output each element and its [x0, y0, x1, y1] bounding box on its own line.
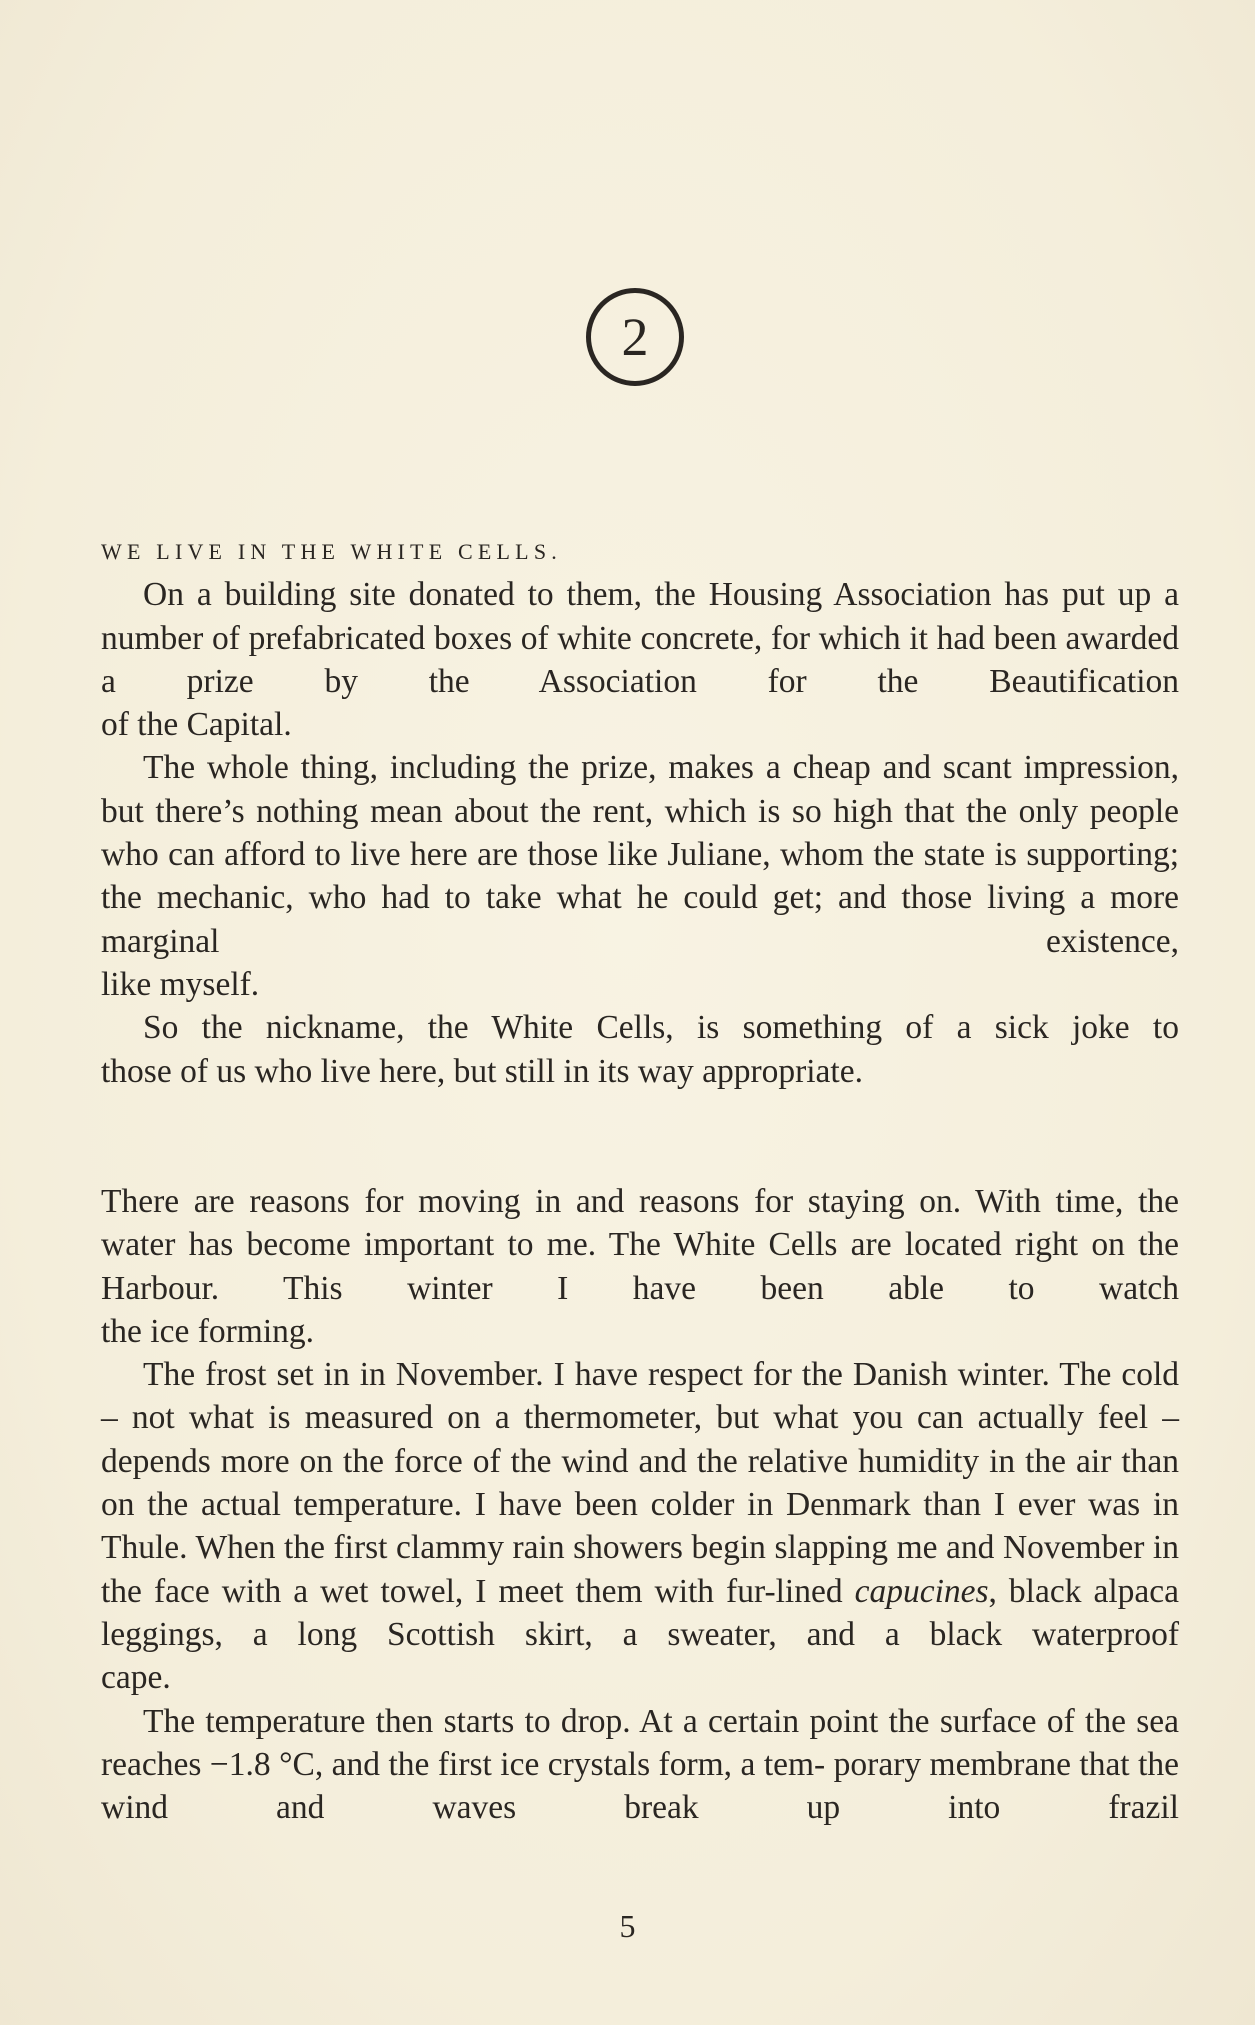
section-one: [101, 530, 1179, 1093]
italic-word: capucines: [854, 1572, 989, 1610]
paragraph: There are reasons for moving in and reasons for staying on. With time, the water has become important to me. The White Cells are located right on the Harbour. This winter I have been able to watch: [101, 1183, 1180, 1307]
paragraph-end: those of us who live here, but still in its way appropriate.: [101, 1052, 863, 1090]
paragraph-end: like myself.: [101, 965, 260, 1003]
paragraph: The frost set in in November. I have respect for the Danish winter. The cold – not what is measured on a thermometer, but what you can actually feel – depends more on the force of the wind and the relative humidity in the air than on the actual temperature. I have been colder in Denmark than I ever was in Thule. When the first clammy rain showers begin slapping me and November in the face with a wet towel, I meet them with fur-lined capucines, black alpaca leggings, a long Scottish skirt, a sweater, and a black waterproof: [101, 1356, 1180, 1653]
chapter-number-circle: [586, 288, 684, 386]
chapter-heading: WE LIVE IN THE WHITE CELLS.: [101, 539, 562, 564]
paragraph-end: the ice forming.: [101, 1312, 315, 1350]
paragraph: So the nickname, the White Cells, is something of a sick joke to: [143, 1009, 1179, 1047]
paragraph: The whole thing, including the prize, makes a cheap and scant impression, but there’s nothing mean about the rent, which is so high that the only people who can afford to live here are those like Juliane, whom the state is supporting; the mechanic, who had to take what he could get; and those living a more marginal existence,: [101, 749, 1180, 960]
paragraph: On a building site donated to them, the Housing Association has put up a number of prefabricated boxes of white concrete, for which it had been awarded a prize by the Association for the Beautification: [101, 576, 1179, 700]
chapter-number: 2: [621, 307, 649, 367]
page-number: 5: [619, 1908, 636, 1944]
section-two: [101, 1180, 1179, 1829]
paragraph-end: cape.: [101, 1659, 171, 1697]
paragraph-end: of the Capital.: [101, 706, 292, 744]
paragraph: The temperature then starts to drop. At a certain point the surface of the sea reaches −1.8 °C, and the first ice crystals form, a tem- porary membrane that the wind and waves break up into frazil: [101, 1702, 1180, 1827]
condensed-line: alpaca leggings, a long Scottish skirt, a sweater, and a black waterproof: [101, 1572, 1179, 1653]
